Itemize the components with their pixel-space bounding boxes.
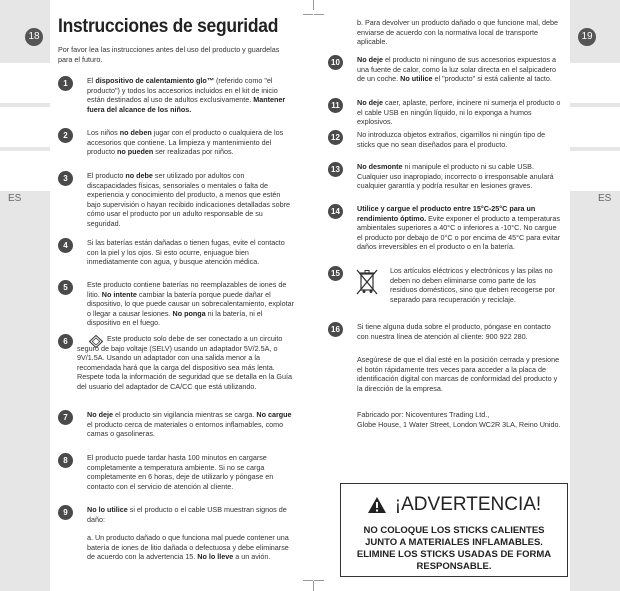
support-text: Asegúrese de que el dial esté en la posición cerrada y presione el botón rápidamente tres veces para acceder a la placa de identificación digital con marcas de conformidad del producto y la dirección de la empresa. (357, 355, 560, 393)
item-number: 16 (328, 322, 343, 337)
sidebar-tab (0, 107, 50, 147)
warning-box (340, 483, 568, 577)
safety-item-13 (328, 162, 564, 191)
selv-symbol-icon (89, 335, 103, 348)
crop-mark (313, 0, 314, 10)
warning-heading (341, 492, 567, 517)
manufacturer-line-1: Fabricado por: Nicoventures Trading Ltd., (357, 410, 490, 419)
item-text: No desmonte ni manipule el producto ni su cable USB. Cualquier uso inapropiado, incorrecto o irresponsable anulará cualquier garantía y podría resultar en lesiones graves. (357, 162, 554, 190)
safety-item-2 (58, 128, 294, 157)
safety-item-3 (58, 171, 294, 228)
safety-item-6 (58, 334, 294, 391)
item-number: 3 (58, 171, 73, 186)
item-number: 9 (58, 505, 73, 520)
left-page (58, 0, 294, 591)
safety-item-8 (58, 453, 294, 491)
item-number: 5 (58, 280, 73, 295)
item-subtext: a. Un producto dañado o que funciona mal puede contener una batería de iones de litio dañada o defectuosa y debe eliminarse de acuerdo con la advertencia 15. No lo lleve a un avión. (87, 533, 289, 561)
safety-item-15 (328, 266, 564, 304)
continued-text: b. Para devolver un producto dañado o que funcione mal, debe enviarse de acuerdo con la normativa local de transporte aplicable. (357, 18, 558, 46)
language-tab-right: ES (598, 193, 612, 204)
warning-text (341, 525, 567, 573)
sidebar-tab (570, 151, 620, 191)
warning-line-1: NO COLOQUE LOS STICKS CALIENTES (363, 525, 545, 537)
item-number: 8 (58, 453, 73, 468)
safety-item-9 (58, 505, 294, 562)
item-text: El producto no debe ser utilizado por adultos con discapacidades físicas, sensoriales o mentales o falta de experiencia y conocimiento del producto, a menos que estén bajo supervisión o hayan recibido indicaciones detalladas sobre cómo usar el producto por un adulto responsable de su seguridad. (87, 171, 290, 228)
crossed-bin-icon (356, 268, 378, 296)
safety-item-7 (58, 410, 294, 439)
manufacturer-line-2: Globe House, 1 Water Street, London WC2R 3LA, Reino Unido. (357, 419, 561, 429)
item-number: 7 (58, 410, 73, 425)
item-number: 13 (328, 162, 343, 177)
safety-item-1 (58, 76, 294, 114)
crop-mark (313, 581, 314, 591)
manufacturer-info (328, 410, 564, 429)
item-number: 10 (328, 55, 343, 70)
language-tab-left: ES (8, 193, 22, 204)
page-number-left: 18 (25, 28, 43, 46)
item-text: Este producto solo debe de ser conectado a un circuito seguro de bajo voltaje (SELV) usando un adaptador 5V/2.5A, o 9V/1.5A. Usando un adaptador con una salida menor a la recomendada hará que la carga del dispositivo sea más lenta. Respete toda la información de seguridad que se detalla en la Guía del usuario del adaptador de CA/CC que está utilizando. (77, 334, 292, 391)
safety-item-11 (328, 98, 564, 127)
left-sidebar (0, 0, 50, 591)
item-text: No introduzca objetos extraños, cigarrillos ni ningún tipo de sticks que no sean diseñados para el producto. (357, 130, 546, 149)
page-number-right: 19 (578, 28, 596, 46)
crop-mark (314, 580, 324, 581)
warning-line-4: RESPONSABLE. (416, 560, 492, 572)
item-text: Utilice y cargue el producto entre 15°C-25°C para un rendimiento óptimo. Evite exponer el producto a temperaturas ambientales superiores a 40°C o inferiores a -10°C. No cargue el producto por debajo de 0°C o por encima de 45°C para evitar daños irreversibles en el producto o en la batería. (357, 204, 561, 251)
item-text: Los artículos eléctricos y electrónicos y las pilas no deben no deben eliminarse como parte de los residuos domésticos, sino que deben recogerse por separado para recuperación y reciclaje. (390, 266, 556, 304)
sidebar-tab (570, 107, 620, 147)
warning-title: ¡ADVERTENCIA! (394, 494, 542, 515)
item-text: El dispositivo de calentamiento glo™ (referido como "el producto") y todos los accesorios incluidos en el kit de inicio están destinados al uso de adultos exclusivamente. Mantener fuera del alcance de los niños. (87, 76, 286, 114)
item-text: No deje el producto ni ninguno de sus accesorios expuestos a una fuente de calor, como la luz solar directa en el salpicadero de un coche. No utilice el "producto" si está caliente al tacto. (357, 55, 556, 83)
warning-line-3: ELIMINE LOS STICKS USADAS DE FORMA (356, 548, 552, 560)
item-number: 1 (58, 76, 73, 91)
item-text: No lo utilice si el producto o el cable USB muestran signos de daño: (87, 505, 287, 524)
warning-line-2: JUNTO A MATERIALES INFLAMABLES. (365, 536, 543, 548)
safety-item-10 (328, 55, 564, 84)
safety-item-16 (328, 322, 564, 341)
item-text: Si las baterías están dañadas o tienen fugas, evite el contacto con la piel y los ojos. Si esto ocurre, enjuague bien inmediatamente con agua, y busque atención médica. (87, 238, 285, 266)
intro-text: Por favor lea las instrucciones antes del uso del producto y guardelas para el futuro. (58, 45, 280, 64)
item-text: No deje el producto sin vigilancia mientras se carga. No cargue el producto cerca de materiales o entornos inflamables, como camas o gasolineras. (87, 410, 292, 438)
warning-triangle-icon (367, 496, 387, 514)
item-text: No deje caer, aplaste, perfore, incinere ni sumerja el producto o el cable USB en ningún líquido, ni lo exponga a humos explosivos. (357, 98, 561, 126)
crop-mark (303, 580, 313, 581)
sidebar-tab (0, 63, 50, 103)
safety-item-4 (58, 238, 294, 267)
item-number: 14 (328, 204, 343, 219)
sidebar-tab (0, 151, 50, 191)
item-text: Si tiene alguna duda sobre el producto, póngase en contacto con nuestra línea de atención al cliente: 900 922 280. (357, 322, 551, 341)
item-number: 12 (328, 130, 343, 145)
crop-mark (314, 14, 324, 15)
sidebar-tab (570, 63, 620, 103)
safety-item-5 (58, 280, 294, 328)
item-number: 2 (58, 128, 73, 143)
item-number: 11 (328, 98, 343, 113)
item-number: 15 (328, 266, 343, 281)
safety-item-12 (328, 130, 564, 149)
right-sidebar (570, 0, 620, 591)
item-number: 6 (58, 334, 73, 349)
item-text: Este producto contiene baterías no reemplazables de iones de litio. No intente cambiar la batería porque puede dañar el dispositivo, lo que puede causar un sobrecalentamiento, explotar o llegar a causar lesiones. No ponga ni la batería, ni el dispositivo en el fuego. (87, 280, 294, 327)
safety-item-14 (328, 204, 564, 252)
crop-mark (303, 14, 313, 15)
item-number: 4 (58, 238, 73, 253)
item-text: El producto puede tardar hasta 100 minutos en cargarse completamente a temperatura ambiente. Si no se carga completamente en 6 horas, deje de utilizarlo y póngase en contacto con el servicio de atención al cliente. (87, 453, 274, 491)
item-text: Los niños no deben jugar con el producto o cualquiera de los accesorios que contiene. La limpieza y mantenimiento del producto no pueden ser realizadas por niños. (87, 128, 284, 156)
page-title: Instrucciones de seguridad (58, 16, 279, 37)
